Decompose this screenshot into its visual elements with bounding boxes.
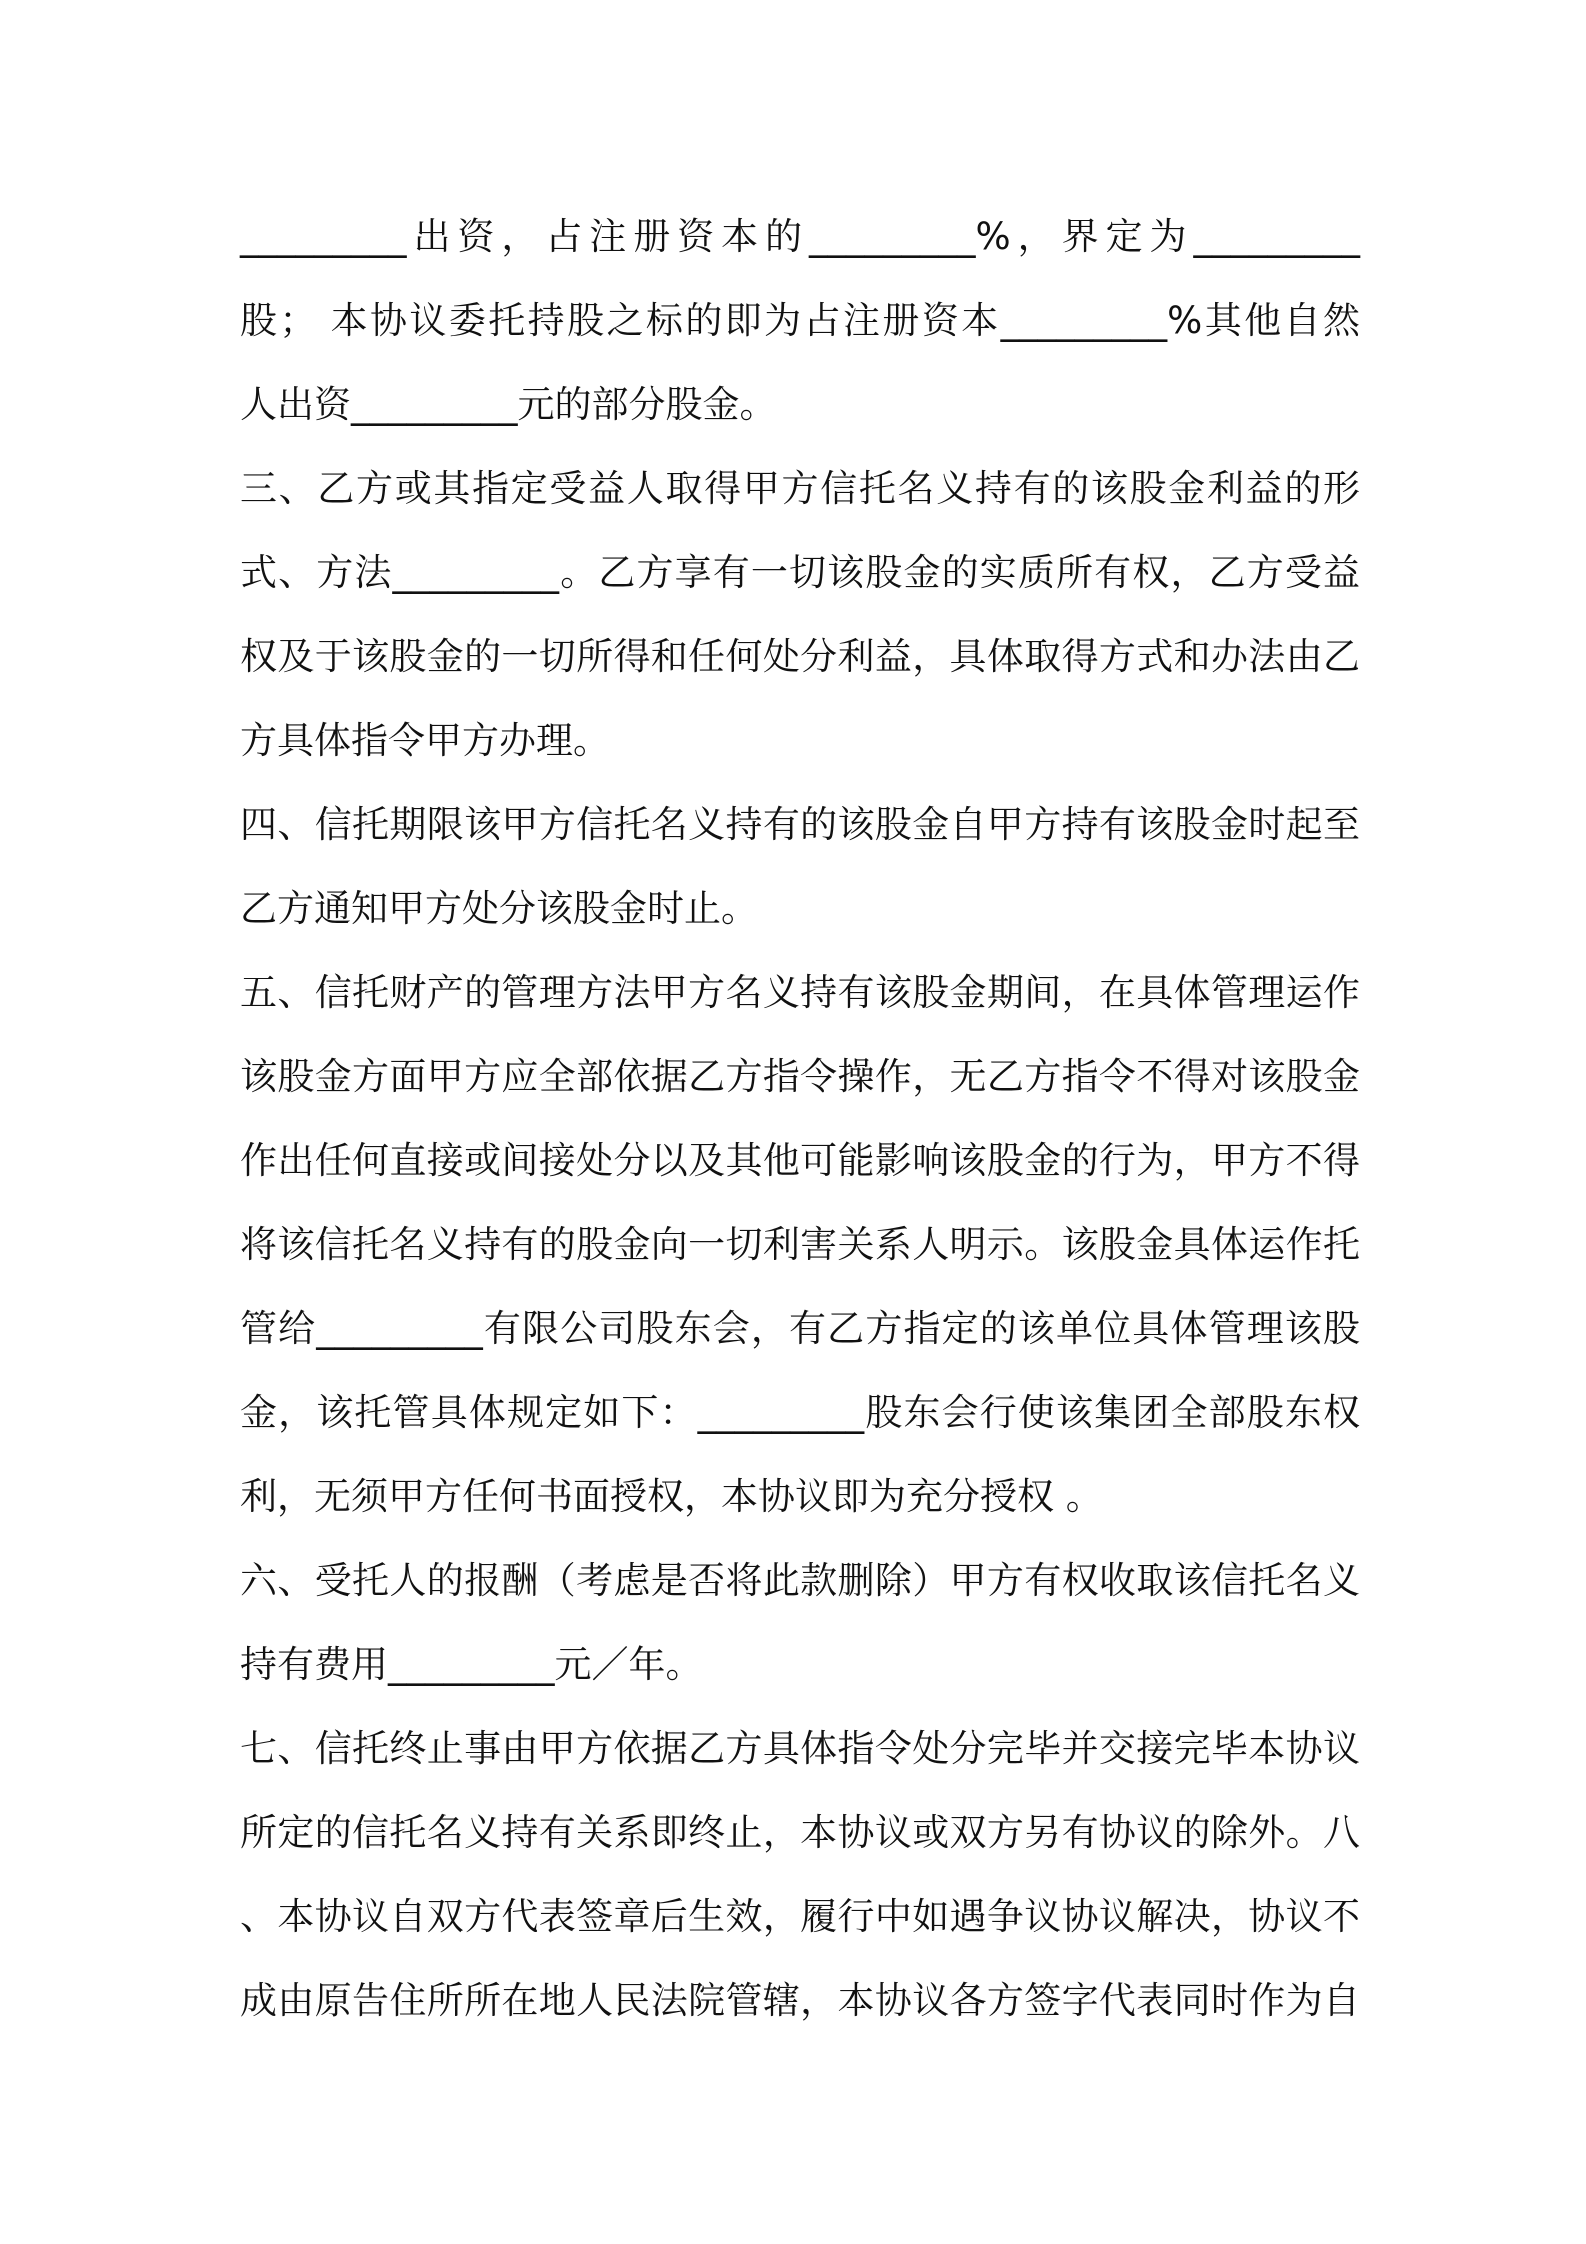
text-line-20: 所定的信托名义持有关系即终止，本协议或双方另有协议的除外。八 (240, 1811, 1360, 1854)
text-line-22: 成由原告住所所在地人民法院管辖，本协议各方签字代表同时作为自 (240, 1979, 1360, 2022)
text-line-18: 持有费用_________元／年。 (240, 1643, 703, 1686)
text-line-10: 五、信托财产的管理方法甲方名义持有该股金期间，在具体管理运作 (240, 971, 1360, 1014)
text-line-13: 将该信托名义持有的股金向一切利害关系人明示。该股金具体运作托 (240, 1223, 1360, 1266)
text-line-8: 四、信托期限该甲方信托名义持有的该股金自甲方持有该股金时起至 (240, 803, 1360, 846)
text-line-14: 管给_________有限公司股东会，有乙方指定的该单位具体管理该股 (240, 1307, 1360, 1350)
text-line-9: 乙方通知甲方处分该股金时止。 (240, 887, 758, 930)
text-line-1: _________出资，占注册资本的_________%，界定为_________ (240, 215, 1360, 258)
text-line-2: 股； 本协议委托持股之标的即为占注册资本_________%其他自然 (240, 299, 1360, 342)
text-line-6: 权及于该股金的一切所得和任何处分利益，具体取得方式和办法由乙 (240, 635, 1360, 678)
text-line-5: 式、方法_________。乙方享有一切该股金的实质所有权，乙方受益 (240, 551, 1360, 594)
text-line-7: 方具体指令甲方办理。 (240, 719, 610, 762)
text-line-11: 该股金方面甲方应全部依据乙方指令操作，无乙方指令不得对该股金 (240, 1055, 1360, 1098)
text-line-3: 人出资_________元的部分股金。 (240, 383, 777, 426)
text-line-21: 、本协议自双方代表签章后生效，履行中如遇争议协议解决，协议不 (240, 1895, 1360, 1938)
text-line-15: 金，该托管具体规定如下：_________股东会行使该集团全部股东权 (240, 1391, 1360, 1434)
text-line-16: 利，无须甲方任何书面授权，本协议即为充分授权 。 (240, 1475, 1103, 1518)
text-line-12: 作出任何直接或间接处分以及其他可能影响该股金的行为，甲方不得 (240, 1139, 1360, 1182)
document-body (240, 195, 1360, 2043)
text-line-19: 七、信托终止事由甲方依据乙方具体指令处分完毕并交接完毕本协议 (240, 1727, 1360, 1770)
text-line-4: 三、乙方或其指定受益人取得甲方信托名义持有的该股金利益的形 (240, 467, 1360, 510)
text-line-17: 六、受托人的报酬（考虑是否将此款删除）甲方有权收取该信托名义 (240, 1559, 1360, 1602)
